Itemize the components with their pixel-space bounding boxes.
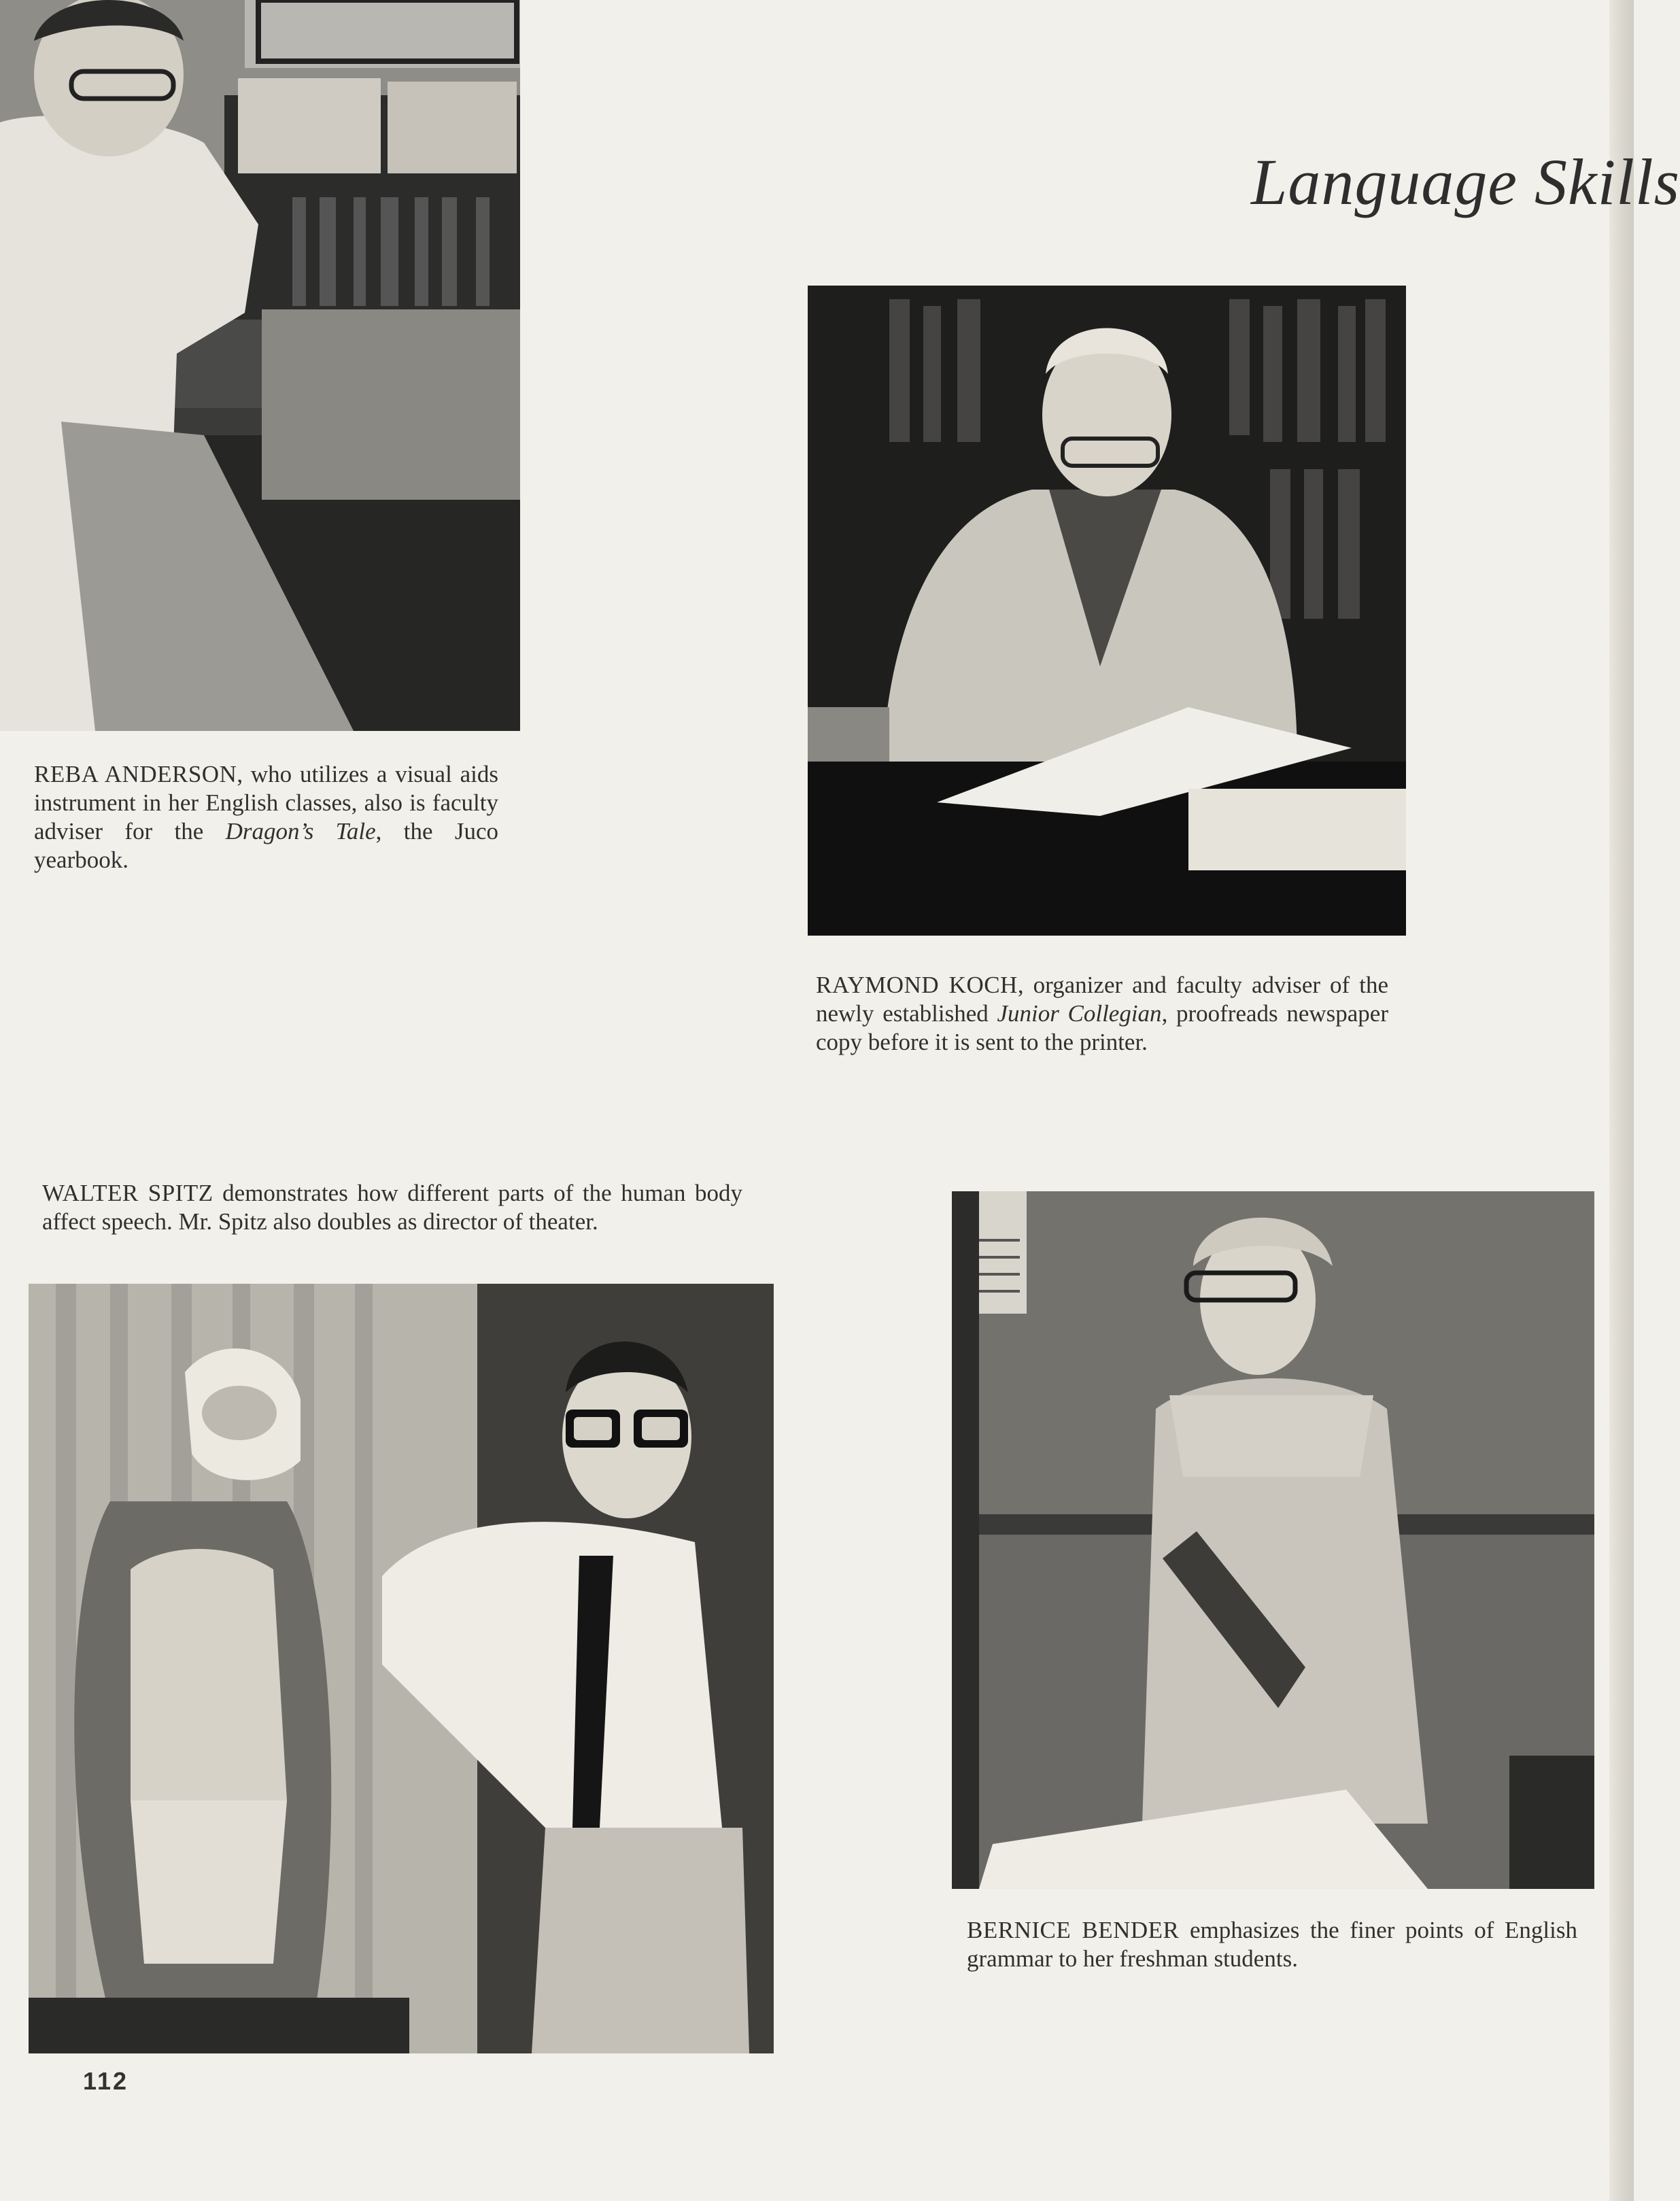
section-title: Language Skills <box>1251 146 1680 218</box>
caption-name: REBA ANDERSON <box>34 761 237 787</box>
photo-raymond-koch <box>808 286 1406 936</box>
caption-raymond-koch <box>816 971 1388 1057</box>
photo-bernice-bender <box>952 1191 1594 1889</box>
caption-text: , who utilizes a visual aids instrument in her English classes, also is faculty adviser for the <box>34 761 498 844</box>
caption-italic: Junior Collegian <box>997 1000 1162 1027</box>
caption-name: WALTER SPITZ <box>42 1180 213 1206</box>
photo-walter-spitz <box>29 1284 774 2053</box>
caption-text: demonstrates how different parts of the human body affect speech. Mr. Spitz also doubles as director of theater. <box>42 1180 743 1235</box>
page-edge <box>1609 0 1634 2201</box>
caption-italic: Dragon’s Tale <box>225 818 376 844</box>
caption-text: , the Juco yearbook. <box>34 818 499 873</box>
caption-walter-spitz <box>42 1179 742 1236</box>
caption-text: emphasizes the finer points of English grammar to her freshman students. <box>967 1917 1577 1972</box>
caption-bernice-bender <box>967 1916 1577 1973</box>
caption-text: , organizer and faculty adviser of the newly established <box>816 972 1388 1027</box>
caption-text: , proofreads newspaper copy before it is sent to the printer. <box>816 1000 1388 1055</box>
caption-reba-anderson <box>34 760 498 874</box>
caption-name: RAYMOND KOCH <box>816 972 1018 998</box>
caption-name: BERNICE BENDER <box>967 1917 1180 1943</box>
photo-reba-anderson <box>0 0 520 731</box>
page-number: 112 <box>83 2067 129 2095</box>
